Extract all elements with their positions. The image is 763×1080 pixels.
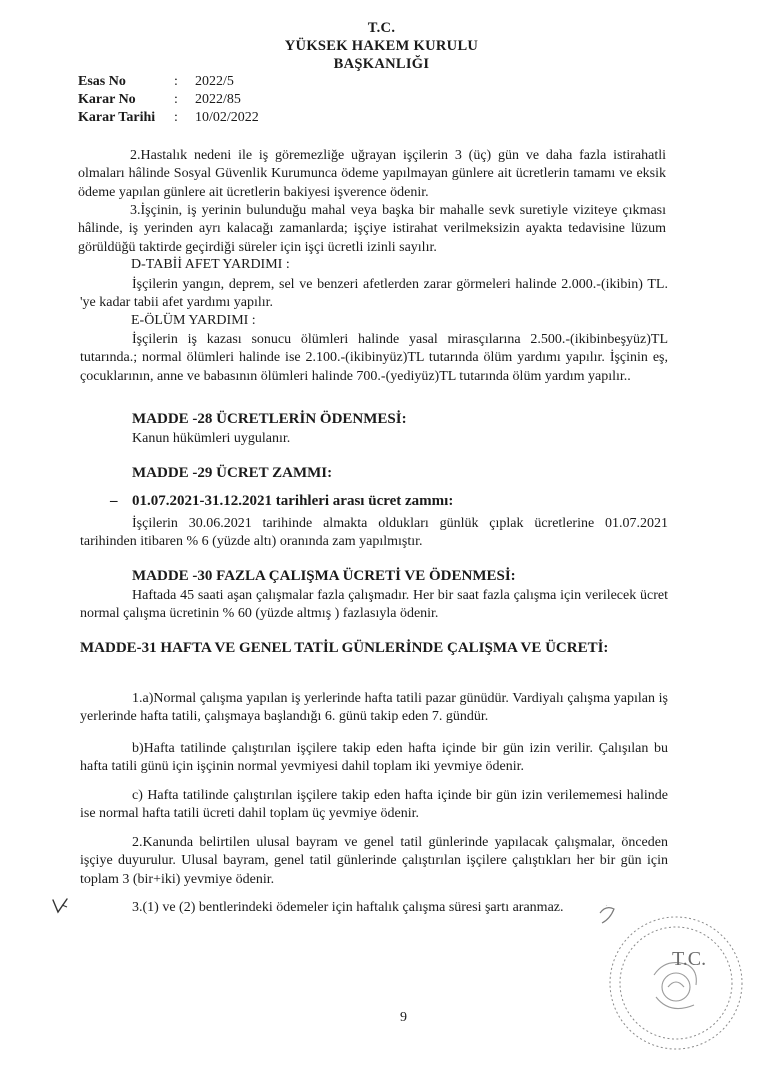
article-31-title: MADDE-31 HAFTA VE GENEL TATİL GÜNLERİNDE ÇALIŞMA VE ÜCRETİ:: [80, 640, 609, 656]
article-31-item-1c: c) Hafta tatilinde çalıştırılan işçilere takip eden hafta içinde bir gün izin verilememesi halinde ise normal hafta tatili ücreti dahil toplam üç yevmiye ödenir.: [80, 788, 668, 822]
karar-value: 2022/85: [195, 92, 241, 107]
section-e-text: İşçilerin iş kazası sonucu ölümleri halinde yasal mirasçılarına 2.500.-(ikibinbeşyüz)TL tutarında.; normal ölümleri halinde ise 2.100.-(ikibinyüz)TL tutarında ölüm yardımı yapılır. İşçinin eş, çocuklarının, anne ve babasının ölümleri halinde 700.-(yediyüz)TL tutarında ölüm yardım yapılır..: [80, 332, 668, 384]
tarih-colon: :: [174, 110, 178, 125]
official-seal-icon: [596, 905, 756, 1055]
header-presidency: BAŞKANLIĞI: [333, 56, 430, 72]
handwritten-mark-icon: [50, 895, 72, 917]
article-31-item-3: 3.(1) ve (2) bentlerindeki ödemeler için haftalık çalışma süresi şartı aranmaz.: [132, 900, 564, 915]
article-29-title: MADDE -29 ÜCRET ZAMMI:: [132, 465, 333, 481]
section-d-title: D-TABİİ AFET YARDIMI :: [131, 257, 290, 272]
article-30-text: Haftada 45 saati aşan çalışmalar fazla çalışmadır. Her bir saat fazla çalışma için verilecek ücret normal çalışma ücretinin % 60 (yüzde altmış ) fazlasıyla ödenir.: [80, 588, 668, 622]
article-31-item-1b: b)Hafta tatilinde çalıştırılan işçilere takip eden hafta içinde bir gün izin verilir. Çalışılan bu hafta tatili günü için işçinin normal yevmiyesi dahil toplam iki yevmiye ödenir.: [80, 741, 668, 775]
header-tc: T.C.: [367, 20, 396, 36]
tarih-value: 10/02/2022: [195, 110, 259, 125]
karar-label: Karar No: [78, 92, 136, 107]
article-28-text: Kanun hükümleri uygulanır.: [132, 431, 291, 446]
article-31-item-1a: 1.a)Normal çalışma yapılan iş yerlerinde hafta tatili pazar günüdür. Vardiyalı çalışma yapılan iş yerlerinde hafta tatili, çalışmaya başlandığı 6. günü takip eden 7. gündür.: [80, 691, 668, 725]
esas-label: Esas No: [78, 74, 126, 89]
article-29-subtitle: 01.07.2021-31.12.2021 tarihleri arası ücret zammı:: [132, 493, 454, 509]
karar-colon: :: [174, 92, 178, 107]
article-29-dash: –: [110, 493, 118, 509]
page-number: 9: [400, 1010, 407, 1025]
section-e-title: E-ÖLÜM YARDIMI :: [131, 313, 256, 328]
article-29-text: İşçilerin 30.06.2021 tarihinde almakta oldukları günlük çıplak ücretlerine 01.07.2021 tarihinden itibaren % 6 (yüzde altı) oranında zam yapılmıştır.: [80, 516, 668, 550]
section-d-text: İşçilerin yangın, deprem, sel ve benzeri afetlerden zarar görmeleri halinde 2.000.-(ikibin) TL. 'ye kadar tabii afet yardımı yapılır.: [80, 277, 668, 311]
article-28-title: MADDE -28 ÜCRETLERİN ÖDENMESİ:: [132, 411, 407, 427]
article-30-title: MADDE -30 FAZLA ÇALIŞMA ÜCRETİ VE ÖDENMESİ:: [132, 568, 516, 584]
seal-text: T.C.: [672, 948, 707, 970]
esas-value: 2022/5: [195, 74, 234, 89]
paragraph-2: 2.Hastalık nedeni ile iş göremezliğe uğrayan işçilerin 3 (üç) gün ve daha fazla istirahatli olmaları hâlinde Sosyal Güvenlik Kurumunca ödeme yapılmayan günlere ait ücretlerin tamamı ve eksik ödeme yapılan günlere ait ücretlerin bakiyesi işverence ödenir.: [78, 148, 666, 200]
article-31-item-2: 2.Kanunda belirtilen ulusal bayram ve genel tatil günlerinde yapılacak çalışmalar, önceden işçiye duyurulur. Ulusal bayram, genel tatil günlerinde çalıştırılan işçilere çalıştıkları her bir gün için toplam 3 (bir+iki) yevmiye ödenir.: [80, 835, 668, 887]
tarih-label: Karar Tarihi: [78, 110, 156, 125]
header-institution: YÜKSEK HAKEM KURULU: [284, 38, 479, 54]
paragraph-3: 3.İşçinin, iş yerinin bulunduğu mahal veya başka bir mahalle sevk suretiyle viziteye çıkması hâlinde, iş yerinden ayrı kalacağı zamanlarda; işçiye istirahat verilmeksizin ayakta tedavisine lüzum görüldüğü taktirde geçirdiği süreler için işçi ücretli izinli sayılır.: [78, 203, 666, 255]
esas-colon: :: [174, 74, 178, 89]
